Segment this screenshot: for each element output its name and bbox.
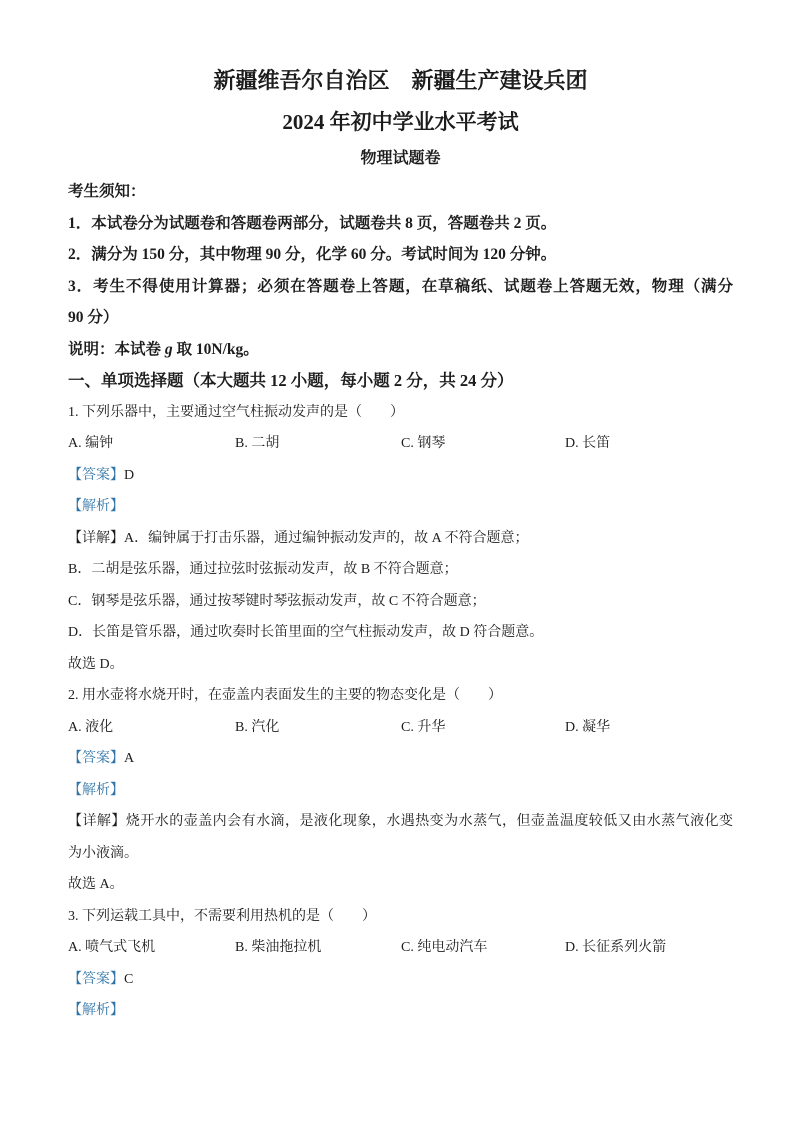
q1-analysis-label: 【解析】 <box>68 499 124 514</box>
page-title-line-1: 新疆维吾尔自治区 新疆生产建设兵团 <box>213 68 588 93</box>
q3-answer-label: 【答案】 <box>68 971 124 987</box>
q2-detail-1: 【详解】烧开水的壶盖内会有水滴，是液化现象，水遇热变为水蒸气，但壶盖温度较低又由水蒸气液化变 <box>68 814 733 829</box>
q3-option-b: B. 柴油拖拉机 <box>235 940 322 955</box>
q1-option-b: B. 二胡 <box>235 436 280 451</box>
q3-options-row <box>68 932 733 964</box>
notice-item-1: 1．本试卷分为试题卷和答题卷两部分，试题卷共 8 页，答题卷共 2 页。 <box>68 214 557 232</box>
notice-item-3: 3．考生不得使用计算器；必须在答题卷上答题，在草稿纸、试题卷上答题无效，物理（满分 <box>68 277 733 295</box>
exam-note-prefix: 说明：本试卷 <box>68 340 165 358</box>
q1-detail-3: C．钢琴是弦乐器，通过按琴键时琴弦振动发声，故 C 不符合题意； <box>68 593 486 609</box>
q2-option-a: A. 液化 <box>68 719 114 735</box>
q1-detail-4: D．长笛是管乐器，通过吹奏时长笛里面的空气柱振动发声，故 D 符合题意。 <box>68 625 544 640</box>
paper-subtitle: 物理试题卷 <box>360 150 441 167</box>
q3-answer-value: C <box>124 971 134 987</box>
q1-detail-1: 【详解】A．编钟属于打击乐器，通过编钟振动发声的，故 A 不符合题意； <box>68 530 529 546</box>
q2-detail-2: 为小液滴。 <box>68 845 138 861</box>
q1-answer-label: 【答案】 <box>68 467 124 483</box>
notice-item-3-continued: 90 分） <box>68 309 119 326</box>
q1-answer-line <box>68 460 733 492</box>
q2-answer-line <box>68 743 733 775</box>
q3-stem: 3. 下列运载工具中，不需要利用热机的是（ ） <box>68 908 376 924</box>
q3-option-c: C. 纯电动汽车 <box>401 940 488 955</box>
q3-option-a: A. 喷气式飞机 <box>68 940 156 955</box>
q2-analysis-label: 【解析】 <box>68 782 124 798</box>
q1-answer-value: D <box>124 467 135 483</box>
q1-detail-2: B．二胡是弦乐器，通过拉弦时弦振动发声，故 B 不符合题意； <box>68 562 458 577</box>
q1-option-d: D. 长笛 <box>565 436 611 451</box>
q1-conclusion: 故选 D。 <box>68 656 124 672</box>
section-heading: 一、单项选择题（本大题共 12 小题，每小题 2 分，共 24 分） <box>68 371 514 390</box>
q2-option-b: B. 汽化 <box>235 719 280 735</box>
q1-analysis-line <box>68 491 733 523</box>
notice-heading: 考生须知： <box>68 183 146 200</box>
q3-analysis-label: 【解析】 <box>68 1003 124 1018</box>
q1-option-c: C. 钢琴 <box>401 436 446 451</box>
notice-item-2: 2．满分为 150 分，其中物理 90 分，化学 60 分。考试时间为 120 分钟。 <box>68 246 557 263</box>
q2-option-d: D. 凝华 <box>565 719 611 735</box>
q2-conclusion: 故选 A。 <box>68 877 124 892</box>
q2-answer-label: 【答案】 <box>68 751 124 766</box>
q1-stem: 1. 下列乐器中，主要通过空气柱振动发声的是（ ） <box>68 404 404 420</box>
q3-option-d: D. 长征系列火箭 <box>565 940 667 955</box>
q2-stem: 2. 用水壶将水烧开时，在壶盖内表面发生的主要的物态变化是（ ） <box>68 688 502 703</box>
exam-note <box>68 334 733 366</box>
gravity-constant-symbol: g <box>164 340 173 358</box>
exam-note-suffix: 取 10N/kg。 <box>172 340 259 358</box>
q1-options-row <box>68 428 733 460</box>
q3-analysis-line <box>68 995 733 1027</box>
q2-option-c: C. 升华 <box>401 719 446 735</box>
q2-options-row <box>68 712 733 744</box>
q2-analysis-line <box>68 775 733 807</box>
page-title-line-2: 2024 年初中学业水平考试 <box>282 110 519 134</box>
q3-answer-line <box>68 964 733 996</box>
q2-answer-value: A <box>124 751 135 766</box>
q1-option-a: A. 编钟 <box>68 436 114 451</box>
